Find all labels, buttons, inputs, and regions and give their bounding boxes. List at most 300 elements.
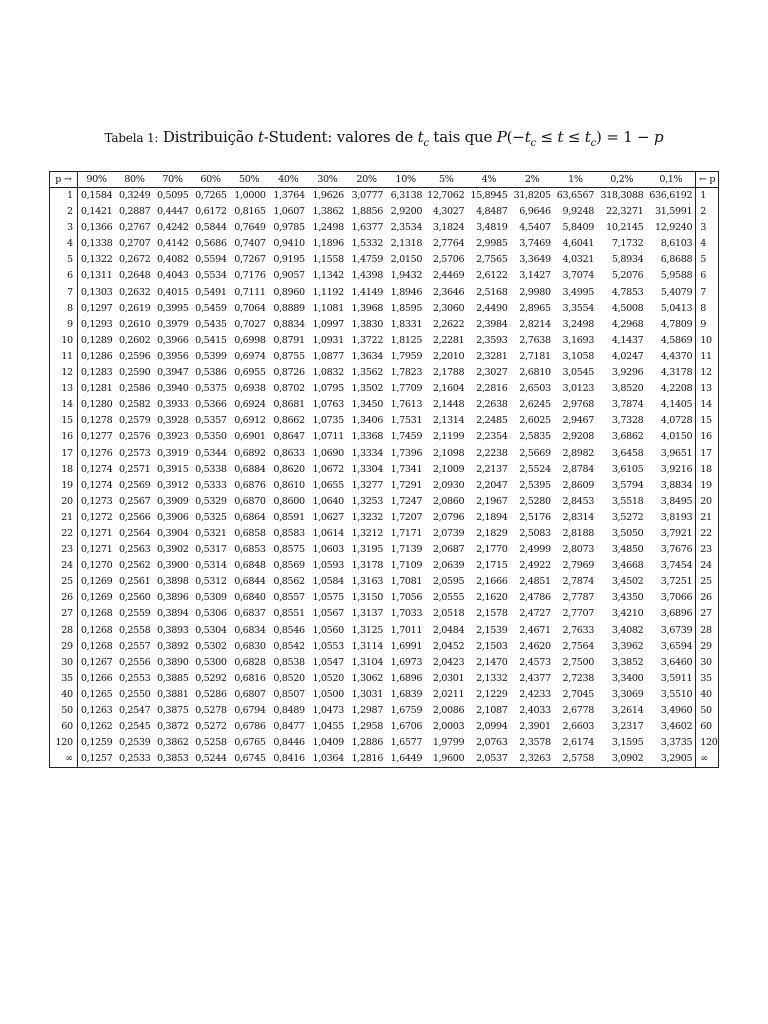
critical-value-cell: 0,3885 — [157, 672, 189, 684]
critical-value-cell: 3,6862 — [611, 431, 644, 443]
critical-value-cell: 0,1277 — [80, 431, 113, 443]
degrees-of-freedom-right: 24 — [696, 558, 719, 574]
critical-value-cell: 1,7109 — [390, 560, 423, 572]
critical-value-cell: 1,0455 — [312, 721, 344, 733]
critical-value-cell: 2,0639 — [432, 560, 465, 572]
table-row — [50, 429, 719, 445]
critical-value-cell: 5,2076 — [611, 270, 644, 282]
critical-value-cell: 2,0687 — [432, 544, 465, 556]
degrees-of-freedom-left: 8 — [50, 301, 78, 317]
critical-value-cell: 3,4819 — [476, 222, 508, 234]
table-caption: Tabela 1: Distribuição t-Student: valores de $t_c$ tais que $P(-t_c \le t \le t_c) = 1 - p$ — [104, 128, 664, 149]
critical-value-cell: 1,0000 — [234, 190, 266, 201]
critical-value-cell: 0,1259 — [80, 737, 113, 749]
critical-value-cell: 0,5306 — [195, 608, 227, 620]
critical-value-cell: 1,3502 — [351, 383, 384, 395]
critical-value-cell: 3,7469 — [519, 238, 551, 250]
degrees-of-freedom-right: 5 — [696, 252, 719, 268]
critical-value-cell: 1,3031 — [351, 688, 384, 700]
critical-value-cell: 3,6458 — [611, 447, 644, 459]
critical-value-cell: 0,8489 — [273, 705, 305, 716]
critical-value-cell: 0,2590 — [118, 367, 151, 379]
header-p-left: p → — [50, 172, 78, 188]
critical-value-cell: 2,1318 — [390, 238, 423, 250]
table-row — [50, 655, 719, 671]
critical-value-cell: 3,5911 — [660, 672, 693, 684]
critical-value-cell: 3,4082 — [611, 624, 644, 636]
critical-value-cell: 1,7459 — [390, 431, 423, 443]
column-header: 30% — [308, 172, 347, 188]
critical-value-cell: 2,8073 — [562, 544, 594, 556]
critical-value-cell: 0,6912 — [234, 415, 266, 427]
critical-value-cell: 1,2816 — [347, 751, 386, 768]
critical-value-cell: 0,5329 — [195, 495, 227, 507]
degrees-of-freedom-right: 35 — [696, 671, 719, 687]
critical-value-cell: 3,2614 — [611, 705, 644, 716]
critical-value-cell: 1,3232 — [351, 511, 384, 523]
critical-value-cell: 31,5991 — [655, 206, 693, 218]
degrees-of-freedom-left: 14 — [50, 397, 78, 413]
critical-value-cell: 0,3906 — [157, 511, 189, 523]
critical-value-cell: 1,7033 — [390, 608, 423, 620]
critical-value-cell: 0,8562 — [273, 576, 305, 588]
critical-value-cell: 1,0690 — [312, 447, 344, 459]
degrees-of-freedom-left: ∞ — [50, 751, 78, 768]
critical-value-cell: 2,0452 — [432, 640, 465, 652]
critical-value-cell: 1,0672 — [312, 463, 344, 475]
critical-value-cell: 0,6892 — [234, 447, 266, 459]
degrees-of-freedom-right: 50 — [696, 703, 719, 719]
degrees-of-freedom-right: 23 — [696, 542, 719, 558]
critical-value-cell: 0,6172 — [195, 206, 227, 218]
critical-value-cell: 0,2576 — [118, 431, 151, 443]
degrees-of-freedom-right: 22 — [696, 526, 719, 542]
critical-value-cell: 2,5835 — [519, 431, 551, 443]
critical-value-cell: 5,4079 — [660, 286, 693, 298]
critical-value-cell: 1,0603 — [312, 544, 344, 556]
degrees-of-freedom-left: 19 — [50, 478, 78, 494]
critical-value-cell: 1,1081 — [312, 302, 344, 314]
critical-value-cell: 0,7649 — [234, 222, 266, 234]
critical-value-cell: 2,9208 — [562, 431, 594, 443]
critical-value-cell: 1,7056 — [390, 592, 423, 604]
critical-value-cell: 0,8538 — [273, 656, 305, 668]
critical-value-cell: 3,3649 — [519, 254, 551, 266]
critical-value-cell: 0,6765 — [234, 737, 266, 749]
critical-value-cell: 0,3862 — [157, 737, 189, 749]
critical-value-cell: 2,7787 — [562, 592, 594, 604]
critical-value-cell: 3,8495 — [660, 495, 693, 507]
critical-value-cell: 8,6103 — [660, 238, 693, 250]
critical-value-cell: 1,8331 — [390, 318, 423, 330]
degrees-of-freedom-left: 1 — [50, 188, 78, 205]
table-row — [50, 494, 719, 510]
critical-value-cell: 1,3764 — [273, 190, 305, 201]
critical-value-cell: 1,7207 — [390, 511, 423, 523]
critical-value-cell: 1,6706 — [390, 721, 423, 733]
critical-value-cell: 2,5395 — [519, 479, 551, 491]
critical-value-cell: 0,2586 — [118, 383, 151, 395]
critical-value-cell: 0,6864 — [234, 511, 266, 523]
critical-value-cell: 4,3178 — [660, 367, 693, 379]
header-row — [50, 172, 719, 188]
critical-value-cell: 1,3830 — [351, 318, 384, 330]
critical-value-cell: 0,1283 — [80, 367, 113, 379]
critical-value-cell: 0,6844 — [234, 576, 266, 588]
critical-value-cell: 0,3995 — [157, 302, 189, 314]
critical-value-cell: 0,2707 — [118, 238, 151, 250]
table-row — [50, 446, 719, 462]
critical-value-cell: 0,5302 — [195, 640, 227, 652]
table-row — [50, 558, 719, 574]
critical-value-cell: 0,8446 — [273, 737, 305, 749]
critical-value-cell: 1,6377 — [351, 222, 384, 234]
critical-value-cell: 0,8620 — [273, 463, 305, 475]
table-row — [50, 478, 719, 494]
critical-value-cell: 1,6973 — [390, 656, 423, 668]
critical-value-cell: 2,5176 — [519, 511, 551, 523]
degrees-of-freedom-right: 13 — [696, 381, 719, 397]
critical-value-cell: 1,3368 — [351, 431, 384, 443]
critical-value-cell: 0,6816 — [234, 672, 266, 684]
critical-value-cell: 3,4502 — [611, 576, 644, 588]
critical-value-cell: 2,0003 — [432, 721, 465, 733]
degrees-of-freedom-right: 6 — [696, 268, 719, 284]
critical-value-cell: 0,3912 — [157, 479, 189, 491]
critical-value-cell: 1,0711 — [312, 431, 344, 443]
table-row — [50, 639, 719, 655]
critical-value-cell: 1,6577 — [390, 737, 423, 749]
critical-value-cell: 0,9785 — [273, 222, 305, 234]
critical-value-cell: 5,0413 — [660, 302, 693, 314]
critical-value-cell: 0,3902 — [157, 544, 189, 556]
critical-value-cell: 0,8546 — [273, 624, 305, 636]
critical-value-cell: 2,4573 — [519, 656, 551, 668]
critical-value-cell: 1,7823 — [390, 367, 423, 379]
critical-value-cell: 0,2573 — [118, 447, 151, 459]
critical-value-cell: 2,1314 — [432, 415, 465, 427]
critical-value-cell: 4,2968 — [611, 318, 644, 330]
critical-value-cell: 1,0795 — [312, 383, 344, 395]
critical-value-cell: 0,5272 — [195, 721, 227, 733]
critical-value-cell: 0,2550 — [118, 688, 151, 700]
critical-value-cell: 6,3138 — [390, 190, 423, 201]
critical-value-cell: 2,1503 — [476, 640, 508, 652]
degrees-of-freedom-right: 8 — [696, 301, 719, 317]
critical-value-cell: 1,0997 — [312, 318, 344, 330]
critical-value-cell: 0,2561 — [118, 576, 151, 588]
degrees-of-freedom-right: ∞ — [696, 751, 719, 768]
degrees-of-freedom-right: 7 — [696, 285, 719, 301]
critical-value-cell: 3,8834 — [660, 479, 693, 491]
critical-value-cell: 0,1286 — [80, 350, 113, 362]
table-row — [50, 703, 719, 719]
critical-value-cell: 1,3722 — [351, 334, 384, 346]
critical-value-cell: 0,3894 — [157, 608, 189, 620]
critical-value-cell: 0,5325 — [195, 511, 227, 523]
degrees-of-freedom-left: 25 — [50, 574, 78, 590]
critical-value-cell: 1,3634 — [351, 350, 384, 362]
critical-value-cell: 0,9410 — [273, 238, 305, 250]
critical-value-cell: 0,5366 — [195, 399, 227, 411]
critical-value-cell: 0,3872 — [157, 721, 189, 733]
critical-value-cell: 2,6603 — [562, 721, 594, 733]
critical-value-cell: 1,3334 — [351, 447, 384, 459]
critical-value-cell: 7,1732 — [611, 238, 644, 250]
critical-value-cell: 0,8416 — [269, 751, 308, 768]
critical-value-cell: 1,0655 — [312, 479, 344, 491]
degrees-of-freedom-right: 15 — [696, 413, 719, 429]
degrees-of-freedom-left: 4 — [50, 236, 78, 252]
critical-value-cell: 0,1297 — [80, 302, 113, 314]
critical-value-cell: 0,7027 — [234, 318, 266, 330]
degrees-of-freedom-right: 11 — [696, 349, 719, 365]
degrees-of-freedom-right: 1 — [696, 188, 719, 205]
critical-value-cell: 3,6460 — [660, 656, 693, 668]
critical-value-cell: 3,1595 — [611, 737, 644, 749]
critical-value-cell: 0,6870 — [234, 495, 266, 507]
critical-value-cell: 0,2619 — [118, 302, 151, 314]
critical-value-cell: 10,2145 — [606, 222, 644, 234]
degrees-of-freedom-left: 11 — [50, 349, 78, 365]
degrees-of-freedom-right: 30 — [696, 655, 719, 671]
critical-value-cell: 2,5669 — [519, 447, 551, 459]
critical-value-cell: 0,3947 — [157, 367, 189, 379]
table-row — [50, 462, 719, 478]
critical-value-cell: 0,8477 — [273, 721, 305, 733]
critical-value-cell: 2,2622 — [432, 318, 465, 330]
degrees-of-freedom-left: 18 — [50, 462, 78, 478]
critical-value-cell: 0,3919 — [157, 447, 189, 459]
critical-value-cell: 0,1271 — [80, 544, 113, 556]
critical-value-cell: 0,5415 — [195, 334, 227, 346]
critical-value-cell: 0,1366 — [80, 222, 113, 234]
table-header — [50, 172, 719, 188]
critical-value-cell: 1,7247 — [390, 495, 423, 507]
critical-value-cell: 0,1272 — [80, 511, 113, 523]
critical-value-cell: 0,1271 — [80, 527, 113, 539]
critical-value-cell: 0,5375 — [195, 383, 227, 395]
critical-value-cell: 1,0567 — [312, 608, 344, 620]
critical-value-cell: 3,3852 — [611, 656, 644, 668]
critical-value-cell: 1,1342 — [312, 270, 344, 282]
critical-value-cell: 3,9216 — [660, 463, 693, 475]
critical-value-cell: 0,4043 — [157, 270, 189, 282]
critical-value-cell: 2,4233 — [519, 688, 551, 700]
critical-value-cell: 1,0364 — [308, 751, 347, 768]
critical-value-cell: 0,3940 — [157, 383, 189, 395]
critical-value-cell: 1,3968 — [351, 302, 384, 314]
critical-value-cell: 0,5286 — [195, 688, 227, 700]
degrees-of-freedom-left: 29 — [50, 639, 78, 655]
critical-value-cell: 2,8214 — [519, 318, 551, 330]
degrees-of-freedom-left: 13 — [50, 381, 78, 397]
degrees-of-freedom-left: 40 — [50, 687, 78, 703]
critical-value-cell: 3,2905 — [646, 751, 695, 768]
critical-value-cell: 3,7251 — [660, 576, 693, 588]
degrees-of-freedom-right: 28 — [696, 623, 719, 639]
critical-value-cell: 2,3593 — [476, 334, 508, 346]
critical-value-cell: 0,8165 — [234, 206, 266, 218]
critical-value-cell: 0,1289 — [80, 334, 113, 346]
critical-value-cell: 0,1421 — [80, 206, 113, 218]
critical-value-cell: 2,7707 — [562, 608, 594, 620]
critical-value-cell: 3,9651 — [660, 447, 693, 459]
critical-value-cell: 2,1098 — [432, 447, 465, 459]
critical-value-cell: 2,7045 — [562, 688, 594, 700]
degrees-of-freedom-right: 25 — [696, 574, 719, 590]
table-row — [50, 236, 719, 252]
critical-value-cell: 0,2557 — [118, 640, 151, 652]
critical-value-cell: 6,9646 — [519, 206, 551, 218]
table-row — [50, 188, 719, 205]
critical-value-cell: 0,5357 — [195, 415, 227, 427]
critical-value-cell: 2,8965 — [519, 302, 551, 314]
critical-value-cell: 0,5338 — [195, 463, 227, 475]
critical-value-cell: 2,6122 — [476, 270, 508, 282]
critical-value-cell: 1,3062 — [351, 672, 384, 684]
degrees-of-freedom-left: 15 — [50, 413, 78, 429]
critical-value-cell: 1,9432 — [390, 270, 423, 282]
critical-value-cell: 0,8633 — [273, 447, 305, 459]
critical-value-cell: 0,6876 — [234, 479, 266, 491]
critical-value-cell: 0,8507 — [273, 688, 305, 700]
critical-value-cell: 1,6759 — [390, 705, 423, 716]
critical-value-cell: 0,7111 — [234, 286, 266, 298]
critical-value-cell: 0,6853 — [234, 544, 266, 556]
critical-value-cell: 0,3898 — [157, 576, 189, 588]
critical-value-cell: 0,1278 — [80, 415, 113, 427]
critical-value-cell: 2,2354 — [476, 431, 508, 443]
critical-value-cell: 2,7633 — [562, 624, 594, 636]
critical-value-cell: 0,5278 — [195, 705, 227, 716]
critical-value-cell: 4,2208 — [660, 383, 693, 395]
critical-value-cell: 12,9240 — [655, 222, 693, 234]
critical-value-cell: 0,8791 — [273, 334, 305, 346]
degrees-of-freedom-right: 3 — [696, 220, 719, 236]
caption-formula: P — [496, 128, 507, 146]
critical-value-cell: 3,7454 — [660, 560, 693, 572]
caption-label: Tabela 1: — [104, 131, 159, 145]
critical-value-cell: 0,1269 — [80, 576, 113, 588]
critical-value-cell: 0,5312 — [195, 576, 227, 588]
critical-value-cell: 2,6810 — [519, 367, 551, 379]
critical-value-cell: 0,4447 — [157, 206, 189, 218]
critical-value-cell: 0,1268 — [80, 624, 113, 636]
column-header: 0,1% — [646, 172, 695, 188]
critical-value-cell: 1,0931 — [312, 334, 344, 346]
table-row — [50, 574, 719, 590]
critical-value-cell: 2,1539 — [476, 624, 508, 636]
critical-value-cell: 1,6839 — [390, 688, 423, 700]
critical-value-cell: 0,5534 — [195, 270, 227, 282]
column-header: 20% — [347, 172, 386, 188]
critical-value-cell: 2,0994 — [476, 721, 508, 733]
degrees-of-freedom-left: 7 — [50, 285, 78, 301]
critical-value-cell: 3,8520 — [611, 383, 644, 395]
degrees-of-freedom-right: 60 — [696, 719, 719, 735]
critical-value-cell: 0,3881 — [157, 688, 189, 700]
critical-value-cell: 318,3088 — [600, 190, 644, 201]
degrees-of-freedom-right: 16 — [696, 429, 719, 445]
column-header: 50% — [230, 172, 269, 188]
critical-value-cell: 0,5317 — [195, 544, 227, 556]
critical-value-cell: 3,4995 — [562, 286, 594, 298]
critical-value-cell: 0,2632 — [118, 286, 151, 298]
critical-value-cell: 0,5321 — [195, 527, 227, 539]
critical-value-cell: 2,0484 — [432, 624, 465, 636]
critical-value-cell: 0,4142 — [157, 238, 189, 250]
critical-value-cell: 4,3027 — [432, 206, 465, 218]
degrees-of-freedom-right: 27 — [696, 606, 719, 622]
critical-value-cell: 2,1229 — [476, 688, 508, 700]
critical-value-cell: 2,7874 — [562, 576, 594, 588]
critical-value-cell: 3,7066 — [660, 592, 693, 604]
critical-value-cell: 2,1332 — [476, 672, 508, 684]
critical-value-cell: 0,2648 — [118, 270, 151, 282]
critical-value-cell: 1,7139 — [390, 544, 423, 556]
critical-value-cell: 0,2563 — [118, 544, 151, 556]
critical-value-cell: 2,1788 — [432, 367, 465, 379]
critical-value-cell: 2,1967 — [476, 495, 508, 507]
column-header: 60% — [192, 172, 230, 188]
critical-value-cell: 1,3562 — [351, 367, 384, 379]
critical-value-cell: 2,1620 — [476, 592, 508, 604]
critical-value-cell: 1,0575 — [312, 592, 344, 604]
critical-value-cell: 1,0593 — [312, 560, 344, 572]
critical-value-cell: 0,3249 — [118, 190, 151, 201]
degrees-of-freedom-right: 120 — [696, 735, 719, 751]
critical-value-cell: 3,3962 — [611, 640, 644, 652]
critical-value-cell: 2,0930 — [432, 479, 465, 491]
table-row — [50, 590, 719, 606]
degrees-of-freedom-right: 12 — [696, 365, 719, 381]
critical-value-cell: 0,3904 — [157, 527, 189, 539]
critical-value-cell: 2,8453 — [562, 495, 594, 507]
critical-value-cell: 0,7176 — [234, 270, 266, 282]
critical-value-cell: 3,9296 — [611, 367, 644, 379]
critical-value-cell: 2,9467 — [562, 415, 594, 427]
degrees-of-freedom-left: 5 — [50, 252, 78, 268]
critical-value-cell: 2,4671 — [519, 624, 551, 636]
critical-value-cell: 1,6896 — [390, 672, 423, 684]
critical-value-cell: 0,2564 — [118, 527, 151, 539]
critical-value-cell: 2,3263 — [511, 751, 554, 768]
critical-value-cell: 0,8702 — [273, 383, 305, 395]
critical-value-cell: 2,8314 — [562, 511, 594, 523]
degrees-of-freedom-left: 16 — [50, 429, 78, 445]
critical-value-cell: 0,1276 — [80, 447, 113, 459]
critical-value-cell: 0,1269 — [80, 592, 113, 604]
degrees-of-freedom-right: 18 — [696, 462, 719, 478]
critical-value-cell: 3,0123 — [562, 383, 594, 395]
critical-value-cell: 0,6745 — [230, 751, 269, 768]
critical-value-cell: 4,7809 — [660, 318, 693, 330]
critical-value-cell: 0,3893 — [157, 624, 189, 636]
critical-value-cell: 0,3909 — [157, 495, 189, 507]
critical-value-cell: 3,8193 — [660, 511, 693, 523]
critical-value-cell: 0,8520 — [273, 672, 305, 684]
critical-value-cell: 3,7874 — [611, 399, 644, 411]
critical-value-cell: 4,0247 — [611, 350, 644, 362]
critical-value-cell: 0,6834 — [234, 624, 266, 636]
table-row — [50, 365, 719, 381]
critical-value-cell: 2,5168 — [476, 286, 508, 298]
critical-value-cell: 2,8609 — [562, 479, 594, 491]
critical-value-cell: 1,3304 — [351, 463, 384, 475]
critical-value-cell: 0,6998 — [234, 334, 266, 346]
critical-value-cell: 0,3892 — [157, 640, 189, 652]
